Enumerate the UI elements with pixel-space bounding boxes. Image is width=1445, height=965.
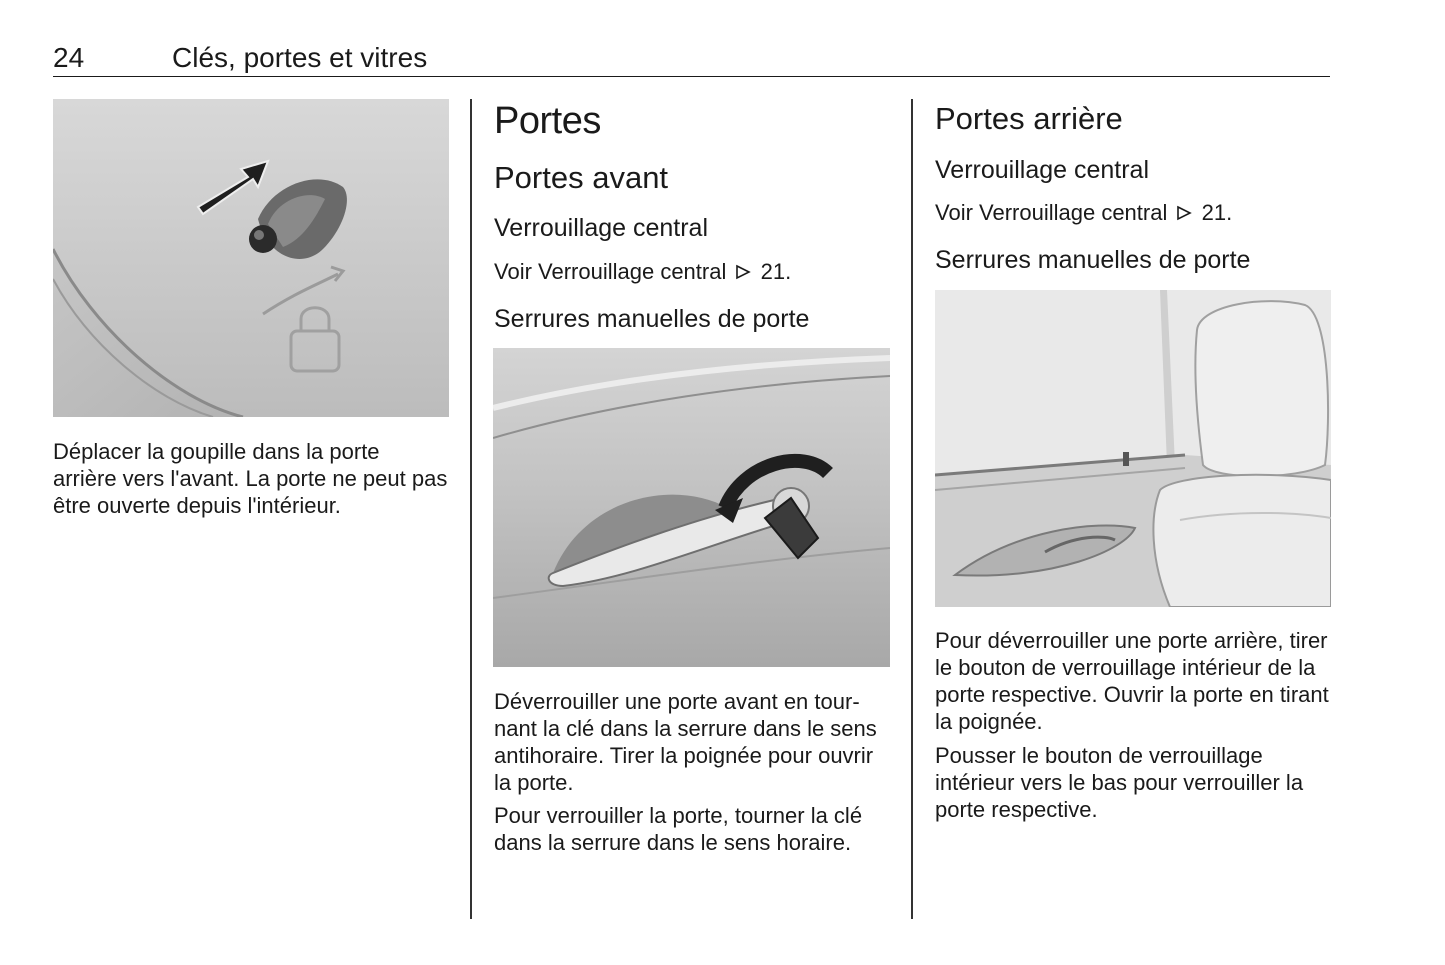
rear-central-locking-reference — [935, 199, 1232, 226]
rear-doors-heading: Portes arrière — [935, 101, 1123, 136]
central-locking-heading: Verrouillage central — [494, 214, 709, 242]
reference-text: Voir Verrouillage central — [494, 259, 727, 284]
reference-page: 21. — [1201, 200, 1233, 225]
page-header — [53, 40, 1330, 77]
child-lock-illustration — [53, 99, 449, 417]
manual-locks-heading: Serrures manuelles de porte — [494, 305, 810, 333]
column-divider — [470, 99, 472, 919]
chapter-title: Clés, portes et vitres — [172, 42, 428, 73]
page-reference-link[interactable] — [1173, 200, 1232, 225]
front-door-lock-text: Pour verrouiller la porte, tourner la clé dans la serrure dans le sens horaire. — [494, 803, 863, 855]
column-divider — [911, 99, 913, 919]
page-number: 24 — [53, 42, 85, 73]
section-title: Portes — [494, 100, 601, 142]
central-locking-reference — [494, 258, 791, 285]
reference-page: 21. — [760, 259, 792, 284]
rear-central-locking-heading: Verrouillage central — [935, 156, 1150, 184]
front-door-unlock-text: Déverrouiller une porte avant en tournant la clé dans la serrure dans le sens antihoraire. Tirer la poignée pour ouvrir la porte. — [494, 689, 877, 795]
rear-manual-locks-heading: Serrures manuelles de porte — [935, 246, 1251, 274]
rear-door-lock-illustration — [935, 290, 1331, 607]
rear-door-lock-text: Pousser le bouton de verrouillage intérieur vers le bas pour verrouiller la porte respective. — [935, 743, 1304, 822]
arrow-reference-icon — [1175, 204, 1193, 222]
arrow-reference-icon — [734, 263, 752, 281]
child-lock-caption: Déplacer la goupille dans la porte arrière vers l'avant. La porte ne peut pas être ouverte depuis l'intérieur. — [53, 439, 448, 518]
front-doors-heading: Portes avant — [494, 160, 669, 195]
front-door-lock-illustration — [493, 348, 890, 667]
rear-door-unlock-text: Pour déverrouiller une porte arrière, tirer le bouton de verrouillage intérieur de la porte respective. Ouvrir la porte en tirant la poignée. — [935, 628, 1329, 734]
reference-text: Voir Verrouillage central — [935, 200, 1168, 225]
page-reference-link[interactable] — [732, 259, 791, 284]
